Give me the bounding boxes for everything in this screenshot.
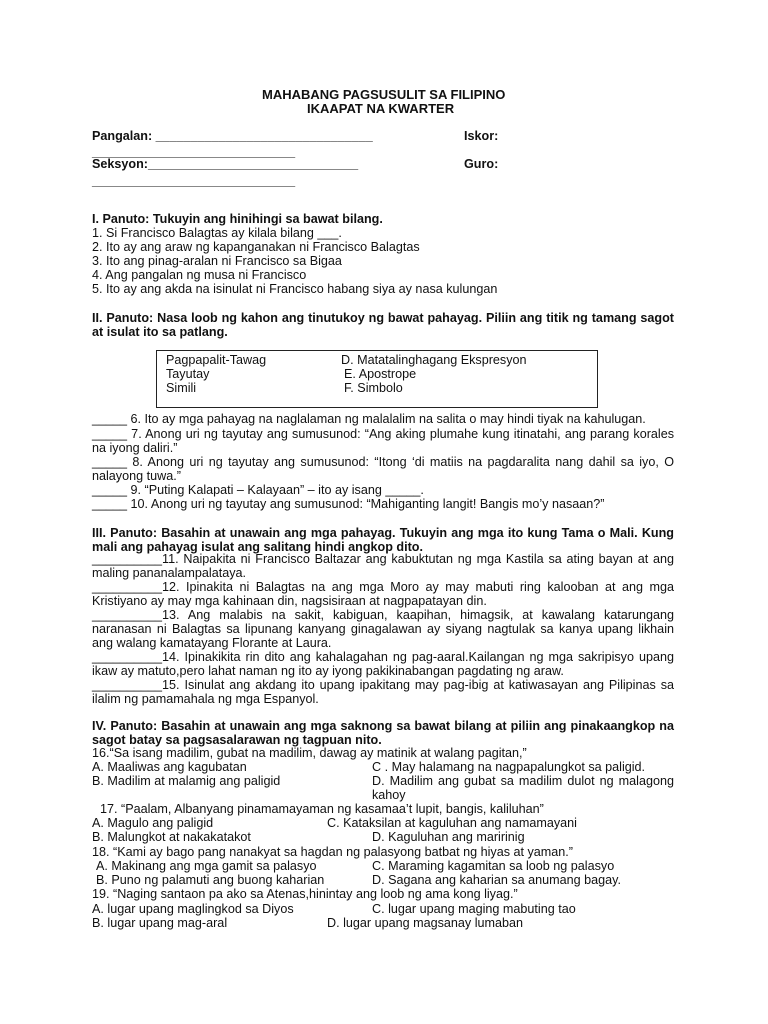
q19-option-d: D. lugar upang magsanay lumaban xyxy=(327,916,524,930)
part2-heading: II. Panuto: Nasa loob ng kahon ang tinutukoy ng bawat pahayag. Piliin ang titik ng tamang sagot at isulat ito sa patlang. xyxy=(92,311,674,339)
pangalan-field: Pangalan: _______________________________ xyxy=(92,129,373,143)
q16-option-a: A. Maaliwas ang kagubatan xyxy=(92,760,247,774)
guro-label: Guro: xyxy=(464,157,499,171)
part2-item: _____ 6. Ito ay mga pahayag na naglalaman ng malalalim na salita o may hindi tiyak na kahulugan. xyxy=(92,412,646,426)
choice-c: Simili xyxy=(166,381,197,395)
part1-item: 5. Ito ay ang akda na isinulat ni Francisco habang siya ay nasa kulungan xyxy=(92,282,498,296)
q18-option-d: D. Sagana ang kaharian sa anumang bagay. xyxy=(372,873,622,887)
seksyon-field: Seksyon:______________________________ xyxy=(92,157,359,171)
part3-item: __________13. Ang malabis na sakit, kabiguan, kaapihan, himagsik, at kawalang katarungang naranasan ni Balagtas sa lipunang kanyang ginagalawan ay siyang nagtulak sa kanya upang likhain ang walang kamatayang Florante at Laura. xyxy=(92,608,674,650)
part2-item: _____ 9. “Puting Kalapati – Kalayaan” – ito ay isang _____. xyxy=(92,483,424,497)
q17-option-a: A. Magulo ang paligid xyxy=(92,816,214,830)
part2-item: _____ 7. Anong uri ng tayutay ang sumusunod: “Ang aking plumahe kung itinatahi, ang parang korales na iyong daliri.” xyxy=(92,427,674,455)
q18-option-b: B. Puno ng palamuti ang buong kaharian xyxy=(96,873,325,887)
part3-item: __________15. Isinulat ang akdang ito upang ipakitang may pag-ibig at katiwasayan ang Pilipinas sa ilalim ng pamamahala ng mga Espanyol. xyxy=(92,678,674,706)
q19-option-c: C. lugar upang maging mabuting tao xyxy=(372,902,576,916)
part1-item: 2. Ito ay ang araw ng kapanganakan ni Francisco Balagtas xyxy=(92,240,420,254)
part2-item: _____ 10. Anong uri ng tayutay ang sumusunod: “Mahiganting langit! Bangis mo’y nasaan?” xyxy=(92,497,605,511)
q18-option-c: C. Maraming kagamitan sa loob ng palasyo xyxy=(372,859,615,873)
part3-heading: III. Panuto: Basahin at unawain ang mga pahayag. Tukuyin ang mga ito kung Tama o Mali. Kung mali ang pahayag isulat ang salitang hindi angkop dito. xyxy=(92,526,674,554)
choice-f: F. Simbolo xyxy=(344,381,403,395)
choice-b: Tayutay xyxy=(166,367,210,381)
guro-blank: _____________________________ xyxy=(92,174,296,188)
question-19: 19. “Naging santaon pa ako sa Atenas,hinintay ang loob ng ama kong liyag.” xyxy=(92,887,518,901)
choices-box xyxy=(156,350,598,408)
question-18: 18. “Kami ay bago pang nanakyat sa hagdan ng palasyong batbat ng hiyas at yaman.” xyxy=(92,845,573,859)
q19-option-b: B. lugar upang mag-aral xyxy=(92,916,228,930)
question-16: 16.“Sa isang madilim, gubat na madilim, dawag ay matinik at walang pagitan,” xyxy=(92,746,527,760)
exam-title: MAHABANG PAGSUSULIT SA FILIPINO xyxy=(262,87,506,102)
q16-option-c: C . May halamang na nagpapalungkot sa paligid. xyxy=(372,760,646,774)
part3-item: __________14. Ipinakikita rin dito ang kahalagahan ng pag-aaral.Kailangan ng mga sakripisyo upang ikaw ay matuto,pero lahat naman ng ito ay iyong pakikinabangan pagdating ng araw. xyxy=(92,650,674,678)
part3-item: __________11. Naipakita ni Francisco Baltazar ang kabuktutan ng mga Kastila sa ating bayan at ang maling pananalampalataya. xyxy=(92,552,674,580)
part3-item: __________12. Ipinakita ni Balagtas na ang mga Moro ay may mabuti ring kalooban at ang mga Kristiyano ay may mga kahinaan din, nagsisiraan at nagpapatayan din. xyxy=(92,580,674,608)
iskor-blank: _____________________________ xyxy=(92,145,296,159)
question-17: 17. “Paalam, Albanyang pinamamayaman ng kasamaa’t lupit, bangis, kaliluhan” xyxy=(100,802,544,816)
iskor-label: Iskor: xyxy=(464,129,499,143)
q16-option-b: B. Madilim at malamig ang paligid xyxy=(92,774,281,788)
q16-option-d: D. Madilim ang gubat sa madilim dulot ng malagong kahoy xyxy=(372,774,674,802)
choice-a: Pagpapalit-Tawag xyxy=(166,353,267,367)
part4-heading: IV. Panuto: Basahin at unawain ang mga saknong sa bawat bilang at piliin ang pinakaangkop na sagot batay sa pagsasalarawan ng tagpuan nito. xyxy=(92,719,674,747)
exam-subtitle: IKAAPAT NA KWARTER xyxy=(307,101,455,116)
q17-option-c: C. Kataksilan at kaguluhan ang namamayani xyxy=(327,816,577,830)
q17-option-b: B. Malungkot at nakakatakot xyxy=(92,830,251,844)
part1-heading: I. Panuto: Tukuyin ang hinihingi sa bawat bilang. xyxy=(92,212,383,226)
choice-e: E. Apostrope xyxy=(344,367,417,381)
q18-option-a: A. Makinang ang mga gamit sa palasyo xyxy=(96,859,317,873)
choice-d: D. Matatalinghagang Ekspresyon xyxy=(341,353,527,367)
q17-option-d: D. Kaguluhan ang maririnig xyxy=(372,830,525,844)
part1-item: 1. Si Francisco Balagtas ay kilala bilang ___. xyxy=(92,226,342,240)
q19-option-a: A. lugar upang maglingkod sa Diyos xyxy=(92,902,294,916)
part1-item: 3. Ito ang pinag-aralan ni Francisco sa Bigaa xyxy=(92,254,342,268)
part2-item: _____ 8. Anong uri ng tayutay ang sumusunod: “Itong ‘di matiis na pagdaralita nang dahil sa iyo, O nalayong tuwa.” xyxy=(92,455,674,483)
part1-item: 4. Ang pangalan ng musa ni Francisco xyxy=(92,268,307,282)
